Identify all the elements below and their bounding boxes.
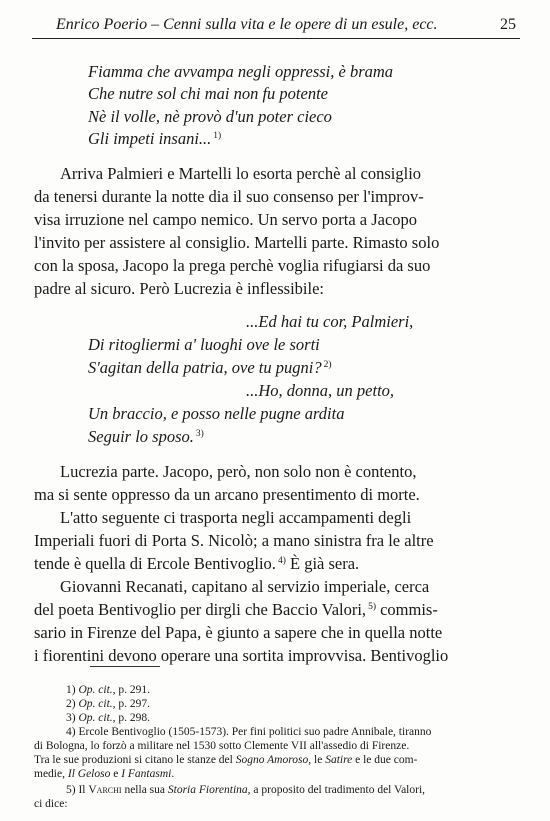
footnote-3	[66, 712, 150, 724]
work-title: Sogno Amoroso	[235, 754, 309, 766]
author-name: Varchi	[88, 784, 122, 796]
text-line	[34, 554, 359, 574]
footnote-5-line-2: ci dice:	[34, 798, 68, 810]
text-run: tende è quella di Ercole Bentivoglio.	[34, 554, 276, 573]
running-title: Enrico Poerio – Cenni sulla vita e le opere di un esule, ecc.	[56, 16, 438, 33]
text-line: padre al sicuro. Però Lucrezia è inflessibile:	[34, 279, 325, 298]
footnote-ref: 5)	[368, 601, 376, 612]
footnote-4-line-2: di Bologna, lo forzò a militare nel 1530 sotto Clemente VII all'assedio di Firenze.	[34, 740, 410, 752]
footnote-number: 1)	[66, 684, 76, 696]
footnote-text: , le	[308, 754, 326, 766]
text-line: i fiorentini devono operare una sortita improvvisa. Bentivoglio	[34, 646, 449, 665]
verse-text: S'agitan della patria, ove tu pugni?	[88, 358, 322, 377]
text-line: l'invito per assistere al consiglio. Martelli parte. Rimasto solo	[34, 233, 440, 252]
footnote-number: 4)	[66, 726, 76, 738]
footnote-text: e	[110, 768, 122, 780]
text-run: del poeta Bentivoglio per dirgli che Baccio Valori,	[34, 600, 367, 619]
text-line: L'atto seguente ci trasporta negli accampamenti degli	[60, 508, 412, 527]
verse-line	[88, 129, 221, 149]
text-line: Giovanni Recanati, capitano al servizio imperiale, cerca	[60, 577, 430, 596]
footnote-ref: 4)	[277, 555, 286, 566]
footnote-2	[66, 698, 150, 710]
verse-line: ...Ho, donna, un petto,	[246, 381, 395, 400]
text-run: È già sera.	[289, 554, 360, 573]
footnote-number: 5)	[66, 784, 76, 796]
footnote-number: 2)	[66, 698, 76, 710]
text-line	[34, 600, 438, 620]
text-line: ma si sente oppresso da un arcano presentimento di morte.	[34, 485, 420, 504]
running-header	[32, 10, 520, 34]
verse-line: Di ritogliermi a' luoghi ove le sorti	[88, 335, 320, 354]
work-title: I Fantasmi	[121, 768, 172, 780]
footnote-citation: Op. cit.	[78, 684, 113, 696]
text-line: Arriva Palmieri e Martelli lo esorta perchè al consiglio	[60, 164, 422, 183]
footnote-rule	[90, 666, 160, 667]
text-run: commis-	[380, 600, 438, 619]
page-number: 25	[500, 16, 516, 33]
footnote-4-line-4	[34, 768, 174, 780]
footnote-text: .	[171, 768, 175, 780]
footnote-1	[66, 684, 150, 696]
verse-line: Fiamma che avvampa negli oppressi, è brama	[88, 62, 394, 81]
verse-text: Seguir lo sposo.	[88, 427, 194, 446]
verse-text: Gli impeti insani...	[88, 129, 212, 148]
footnote-ref: 1)	[213, 130, 222, 141]
footnote-text: Ercole Bentivoglio (1505-1573). Per fini politici suo padre Annibale, tiranno	[78, 726, 432, 738]
text-line: con la sposa, Jacopo la prega perchè voglia rifugiarsi da suo	[34, 256, 431, 275]
footnote-text: nella sua	[121, 784, 168, 796]
text-line: Imperiali fuori di Porta S. Nicolò; a mano sinistra fra le altre	[34, 531, 434, 550]
footnote-4	[66, 726, 431, 738]
text-line: visa irruzione nel campo nemico. Un servo porta a Jacopo	[34, 210, 418, 229]
footnote-number: 3)	[66, 712, 76, 724]
footnote-page: , p. 297.	[112, 698, 151, 710]
verse-line	[88, 358, 332, 378]
footnote-text: medie,	[34, 768, 68, 780]
footnote-text: , a proposito del tradimento del Valori,	[247, 784, 426, 796]
footnote-text: e le due com-	[352, 754, 418, 766]
footnote-citation: Op. cit.	[78, 712, 113, 724]
verse-line: Un braccio, e posso nelle pugne ardita	[88, 404, 345, 423]
footnote-ref: 3)	[195, 428, 204, 439]
work-title: Satire	[325, 754, 353, 766]
work-title: Storia Fiorentina	[167, 784, 248, 796]
verse-line: ...Ed hai tu cor, Palmieri,	[246, 312, 414, 331]
footnote-4-line-3	[34, 754, 417, 766]
text-line: sario in Firenze del Papa, è giunto a sapere che in quella notte	[34, 623, 443, 642]
header-rule	[32, 38, 520, 39]
footnote-5	[66, 784, 425, 796]
footnote-text: Il	[78, 784, 89, 796]
text-line: Lucrezia parte. Jacopo, però, non solo non è contento,	[60, 462, 417, 481]
footnote-citation: Op. cit.	[78, 698, 113, 710]
verse-line	[88, 427, 204, 447]
footnote-page: , p. 298.	[112, 712, 151, 724]
footnote-page: , p. 291.	[112, 684, 151, 696]
work-title: Il Geloso	[67, 768, 111, 780]
text-line: da tenersi durante la notte dia il suo consenso per l'improv-	[34, 187, 424, 206]
footnote-text: Tra le sue produzioni si citano le stanze del	[34, 754, 236, 766]
verse-line: Nè il volle, nè provò d'un poter cieco	[88, 107, 332, 126]
verse-line: Che nutre sol chi mai non fu potente	[88, 84, 328, 103]
footnote-ref: 2)	[323, 359, 332, 370]
